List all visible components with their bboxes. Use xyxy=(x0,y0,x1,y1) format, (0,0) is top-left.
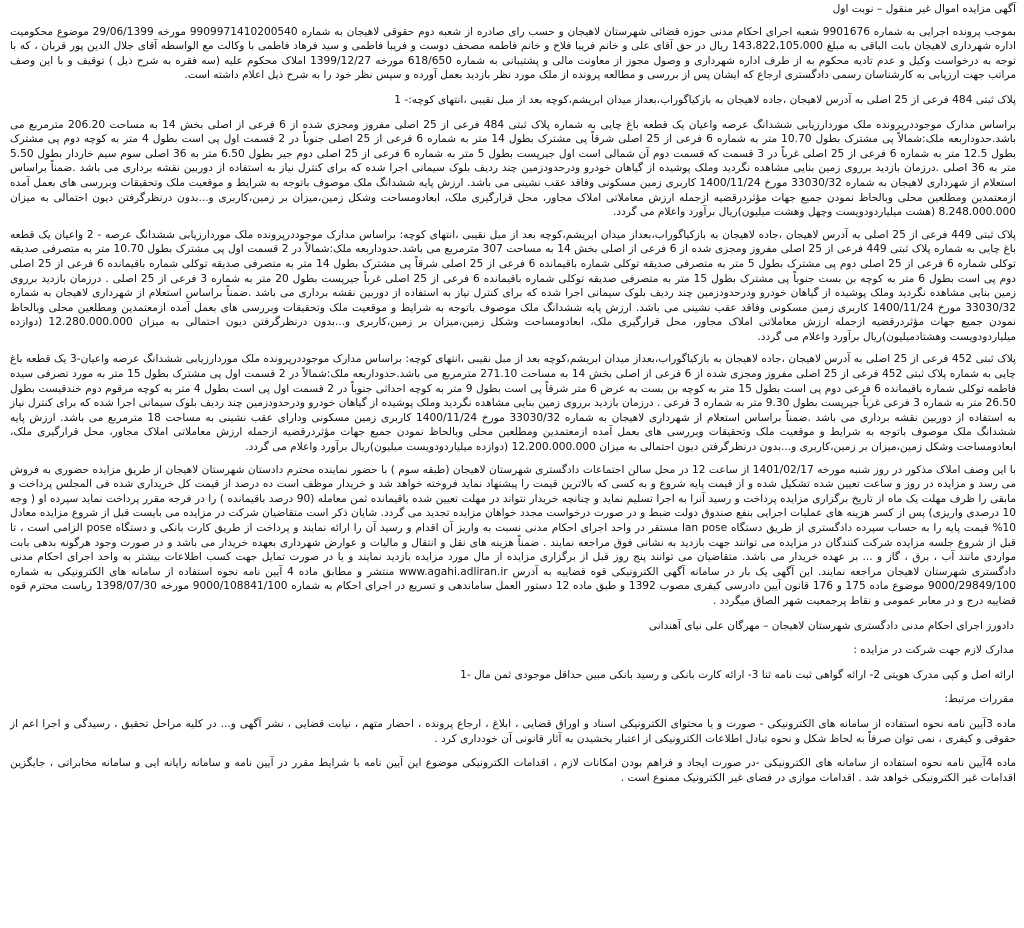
notice-title: آگهی مزایده اموال غیر منقول – نوبت اول xyxy=(832,3,1016,15)
plot2-description: پلاک ثبتی 449 فرعی از 25 اصلی به آدرس لاهیجان ،جاده لاهیجان به بازکیاگوراب،بعداز میدان ابریشم،کوچه بعد از مبل نقیبی ،انتهای کوچه: براساس مدارک موجوددرپرونده ملک موردارزیابی ششدانگ عرصه - 2 واعیان یک قطعه باغ چایی به شماره پلاک ثبتی 449 فرعی از 25 اصلی مفروز ومجزی شده از 6 فرعی از اصلی بخش 14 به مساحت 307 مترمربع می باشد.حدوداربعه ملک:شمالاً در 2 قسمت اول پی مشترک بطول 10.70 متر به متصرفی صدیقه توکلی شماره 6 فرعی از 25 اصلی دوم پی مشترک بطول 5 متر به متصرفی صدیقه توکلی شماره باقیمانده 6 فرعی از 25 اصلی شرقاً پی مشترک بطول 14 متر به متصرفی صدیقه توکلی شماره باقیمانده 6 فرعی از 25 اصلی دوم پی است بطول 6 متر به کوچه بن بست جنوباً پی مشترک بطول 15 متر به متصرفی صدیقه توکلی شماره باقیمانده 6 فرعی از 25 اصلی غرباً جیرپست بطول 20 متر به شماره 3 فرعی از 25 اصلی . درزمان بازدید برروی زمین بنایی مشاهده نگردید وملک پوشیده از گیاهان خودرو ودرحدودزمین چند ردیف بلوک سیمانی اجرا شده که برای کنترل نیاز به استفاده از دوربین نقشه برداری می باشد .ضمناً براساس استعلام از شهرداری لاهیجان به شماره 33030/32 مورخ 1400/11/24 کاربری زمین مسکونی وفاقد عقب نشینی می باشد. ارزش پایه ششدانگ ملک موصوف باتوجه به شرایط و موقعیت ملک وتحقیقات وبررسی های بعمل آمده ازمعتمدین ومطلعین محلی وبالحاظ نمودن جمیع جهات مؤثردرقضیه ازجمله ارزش معاملاتی املاک مجاور، محل قرارگیری ملک، ابعادومساحت وشکل زمین،میزان بر زمین،کاربری و...بدون درنظرگرفتن دیون احتمالی به میزان 12.280.000.000 (دوازده میلیاردودویست وهشتادمیلیون)ریال برآورد واعلام می گردد. xyxy=(10,228,1017,343)
rule-article-4: ماده 4آیین نامه نحوه استفاده از سامانه های الکترونیکی -در صورت ایجاد و فراهم بودن امکانات لازم ، اقدامات الکترونیکی موضوع این آیین نامه با شرایط مقرر در آیین نامه و سامانه رایانه ایی و سامانه مخابراتی ، جایگزین اقدامات غیر الکترونیکی خواهد شد . اقدامات موازی در فضای غیر الکترونیک ممنوع است . xyxy=(10,757,1016,784)
plot3-description: پلاک ثبتی 452 فرعی از 25 اصلی به آدرس لاهیجان ،جاده لاهیجان به بازکیاگوراب،بعداز میدان ابریشم،کوچه بعد از مبل نقیبی ،انتهای کوچه: براساس مدارک موجوددرپرونده ملک موردارزیابی ششدانگ عرصه واعیان-3 یک قطعه باغ چایی به شماره پلاک ثبتی 452 فرعی از 25 اصلی مفروز ومجزی شده از 6 فرعی از اصلی بخش 14 به مساحت 271.10 مترمربع می باشد.حدوداربعه ملک:شمالاً در 2 قسمت اول پی مشترک بطول 15 متر به مورد تصرفی سیده فاطمه توکلی شماره باقیمانده 6 فرعی دوم پی است بطول 15 متر به کوچه بن بست به عرض 6 متر شرقاً پی است بطول 9 متر به کوچه احداثی جنوباً در 2 قسمت اول پی است بطول 4 متر به کوچه مرقوم دوم خندقیست بطول 26.50 متر به شماره 3 فرعی غرباً جیرپست بطول 9.30 متر به شماره 3 فرعی . درزمان بازدید برروی زمین بنایی مشاهده نگردید وملک پوشیده از گیاهان خودرو ودرحدودزمین چند ردیف بلوک سیمانی اجرا شده که برای کنترل نیاز به استفاده از دوربین نقشه برداری می باشد .ضمناً براساس استعلام از شهرداری لاهیجان به شماره 33030/32 مورخ 1400/11/24 کاربری زمین مسکونی ودارای عقب نشینی به مساحت 18 مترمربع می باشد. ارزش پایه ششدانگ ملک موصوف باتوجه به شرایط و موقعیت ملک وتحقیقات وبررسی های بعمل آمده ازمعتمدین ومطلعین محلی وبالحاظ نمودن جمیع جهات مؤثردرقضیه ازجمله ارزش معاملاتی املاک مجاور، محل قرارگیری ملک، ابعادومساحت وشکل زمین،میزان بر زمین،کاربری و...بدون درنظرگرفتن دیون احتمالی به میزان 12.200.000.000 (دوازده میلیاردودویست میلیون)ریال برآورد واعلام می گردد. xyxy=(10,353,1017,454)
required-documents-list: ارائه اصل و کپی مدرک هویتی 2- ارائه گواهی ثبت نامه ثنا 3- ارائه کارت بانکی و رسید بانکی مبین حداقل موجودی ثمن مال -1 xyxy=(460,668,1014,681)
auction-terms-paragraph: با این وصف املاک مذکور در روز شنبه مورخه 1401/02/17 از ساعت 12 در محل سالن اجتماعات دادگستری شهرستان لاهیجان (طبقه سوم ) با حضور نماینده محترم دادستان شهرستان لاهیجان از طریق مزایده حضوری به فروش می رسد و مزایده در روز و ساعت تعیین شده تشکیل شده و از قیمت پایه شروع و به کسی که بالاترین قیمت را پیشنهاد نماید فروخته خواهد شد و خریدار موظف است ده درصد از قیمت کل خریداری شده فی المجلس پرداخت و مابقی را ظرف مهلت یک ماه از تاریخ برگزاری مزایده پرداخت و رسید آنرا به اجرا تسلیم نماید و چنانچه خریدار نتواند در مهلت تعیین شده باقیمانده ثمن معامله (90 درصد باقیمانده ) را در فرجه مقرر پرداخت نماید سپرده او ( وجه 10 درصدی واریزی) پس از کسر هزینه های عملیات اجرایی بنفع صندوق دولت ضبط و در صورت درخواست مجدد خواهان مزایده تجدید می گردد. شایان ذکر است متقاضیان شرکت در مزایده می بایست قبل از شروع مزایده معادل 10% قیمت پایه را به حساب سپرده دادگستری از طریق دستگاه lan pose مستقر در واحد اجرای احکام مدنی نسبت به واریز آن اقدام و رسید آن را ارائه نمایند و پرداخت از طریق کارت بانکی و دستگاه pose الزامی است ، تا قبل از شروع جلسه مزایده شرکت کنندگان در مزایده می توانند جهت بازدید به نشانی فوق مراجعه نمایند . ضمناً هزینه های نقل و انتقال و مالیات و عوارض شهرداری بعهده خریدار می باشد و در صورت وجود هرگونه بدهی بابت مواردی مانند آب ، برق ، گاز و ... بر عهده خریدار می باشد. متقاضیان می توانند پنج روز قبل از برگزاری مزایده از مال مورد مزایده بازدید نمایند و یا در صورت تمایل جهت کسب اطلاعات بیشتر به واحد اجرای احکام مدنی دادگستری شهرستان لاهیجان مراجعه نمایند. این آگهی یک بار در سامانه آگهی الکترونیکی قوه قضاییه به آدرس www.agahi.adliran.ir منتشر و مطابق ماده 4 آیین نامه نحوه استفاده از سامانه های الکترونیکی به شماره 9000/29849/100 موضوع ماده 175 و 176 قانون آیین دادرسی کیفری مصوب 1392 و طبق ماده 12 دستور العمل ساماندهی و تسریع در اجرای احکام به شماره 9000/108841/100 مورخه 1398/07/30 ریاست محترم قوه قضاییه درج و در معابر عمومی و نقاط پرجمعیت شهر الصاق میگردد . xyxy=(10,463,1017,607)
rule-article-3: ماده 3آیین نامه نحوه استفاده از سامانه های الکترونیکی - صورت و یا محتوای الکترونیکی اسناد و اوراق قضایی ، ابلاغ ، ارجاع پرونده ، احضار متهم ، نیابت قضایی ، نشر آگهی و... در کلیه مراحل تحقیق ، رسیدگی و اجرا اعم از حقوقی و کیفری ، نمی توان صرفاً به لحاظ شکل و نحوه تبادل اطلاعات الکترونیکی از اعتبار بخشیدن به آثار قانونی آن خودداری کرد . xyxy=(10,717,1016,745)
plot1-header: پلاک ثبتی 484 فرعی از 25 اصلی به آدرس لاهیجان ،جاده لاهیجان به بازکیاگوراب،بعداز میدان ابریشم،کوچه بعد از مبل نقیبی ،انتهای کوچه:- 1 xyxy=(394,93,1016,106)
plot1-description: براساس مدارک موجوددرپرونده ملک موردارزیابی ششدانگ عرصه واعیان یک قطعه باغ چایی به شماره پلاک ثبتی 484 فرعی از 25 اصلی مفروز ومجزی شده از 6 فرعی از اصلی بخش 14 به مساحت 206.20 مترمربع می باشد.حدوداربعه ملک:شمالاً پی مشترک بطول 10.70 متر به شماره 6 فرعی از 25 اصلی شرقاً پی مشترک بطول 14 متر به شماره 6 فرعی از 25 اصلی جنوباً در 2 قسمت اول پی است بطول 4 متر به کوچه دوم پی مشترک بطول 12.5 متر به شماره 6 فرعی از 25 اصلی غرباً در 3 قسمت که قسمت دوم آن شمالی است اول جیرپست بطول 5 متر به شماره 6 فرعی از 25 اصلی دوم جیر بطول 6.50 متر به 36 اصلی سوم سیم خاردار بطول 5.50 متر به 36 اصلی .درزمان بازدید برروی زمین بنایی مشاهده نگردید وملک پوشیده از گیاهان خودرو ودرحدودزمین چند ردیف بلوک سیمانی اجرا شده که برای کنترل نیاز به استفاده از دوربین نقشه برداری می باشد .ضمناً براساس استعلام از شهرداری لاهیجان به شماره 33030/32 مورخ 1400/11/24 کاربری زمین مسکونی وفاقد عقب نشینی می باشد. ارزش پایه ششدانگ ملک موصوف باتوجه به شرایط و موقعیت ملک وتحقیقات وبررسی های بعمل آمده ازمعتمدین ومطلعین محلی وبالحاظ نمودن جمیع جهات مؤثردرقضیه ازجمله ارزش معاملاتی املاک مجاور، محل قرارگیری ملک، ابعادومساحت وشکل زمین،میزان بر زمین،کاربری و...بدون درنظرگرفتن دیون احتمالی به میزان 8.248.000.000 (هشت میلیاردودویست وچهل وهشت میلیون)ریال برآورد واعلام می گردد. xyxy=(10,118,1017,219)
related-rules-heading: مقررات مرتبط: xyxy=(944,693,1014,706)
required-documents-heading: مدارک لازم جهت شرکت در مزایده : xyxy=(853,644,1014,657)
signature-line: دادورز اجرای احکام مدنی دادگستری شهرستان لاهیجان – مهرگان علی نیای آهندانی xyxy=(648,619,1014,632)
intro-paragraph: بموجب پرونده اجرایی به شماره 9901676 شعبه اجرای احکام مدنی حوزه قضائی شهرستان لاهیجان و حسب رای صادره از شعبه دوم حقوقی لاهیجان به شماره 9909971410200540 مورخه 29/06/1399 موضوع محکومیت اداره شهرداری لاهیجان بابت الباقی به مبلغ 143،822،105،000 ریال در حق آقای علی و خانم فریبا فلاح و خانم فاطمه مصحف دوست و فریبا فاطمی و سید فرهاد فاطمی با وکالت مع الواسطه آقای جلال الدین پور قربان ، که با توجه به درخواست وکیل و عدم تادیه محکوم به از طرف اداره شهرداری و وصول مجوز از معاونت مالی و پشتیبانی به شماره 618/650 مورخه 1399/12/27 املاک محکوم علیه (سه فقره به شرح ذیل ) توقیف و با این وصف مراتب جهت ارزیابی به کارشناسان رسمی دادگستری ارجاع که ایشان پس از بررسی و مطالعه پرونده از ملک مورد نظر بازدید بعمل آورده و سپس نظر خود را به شرح ذیل اعلام داشته است. xyxy=(10,25,1017,82)
